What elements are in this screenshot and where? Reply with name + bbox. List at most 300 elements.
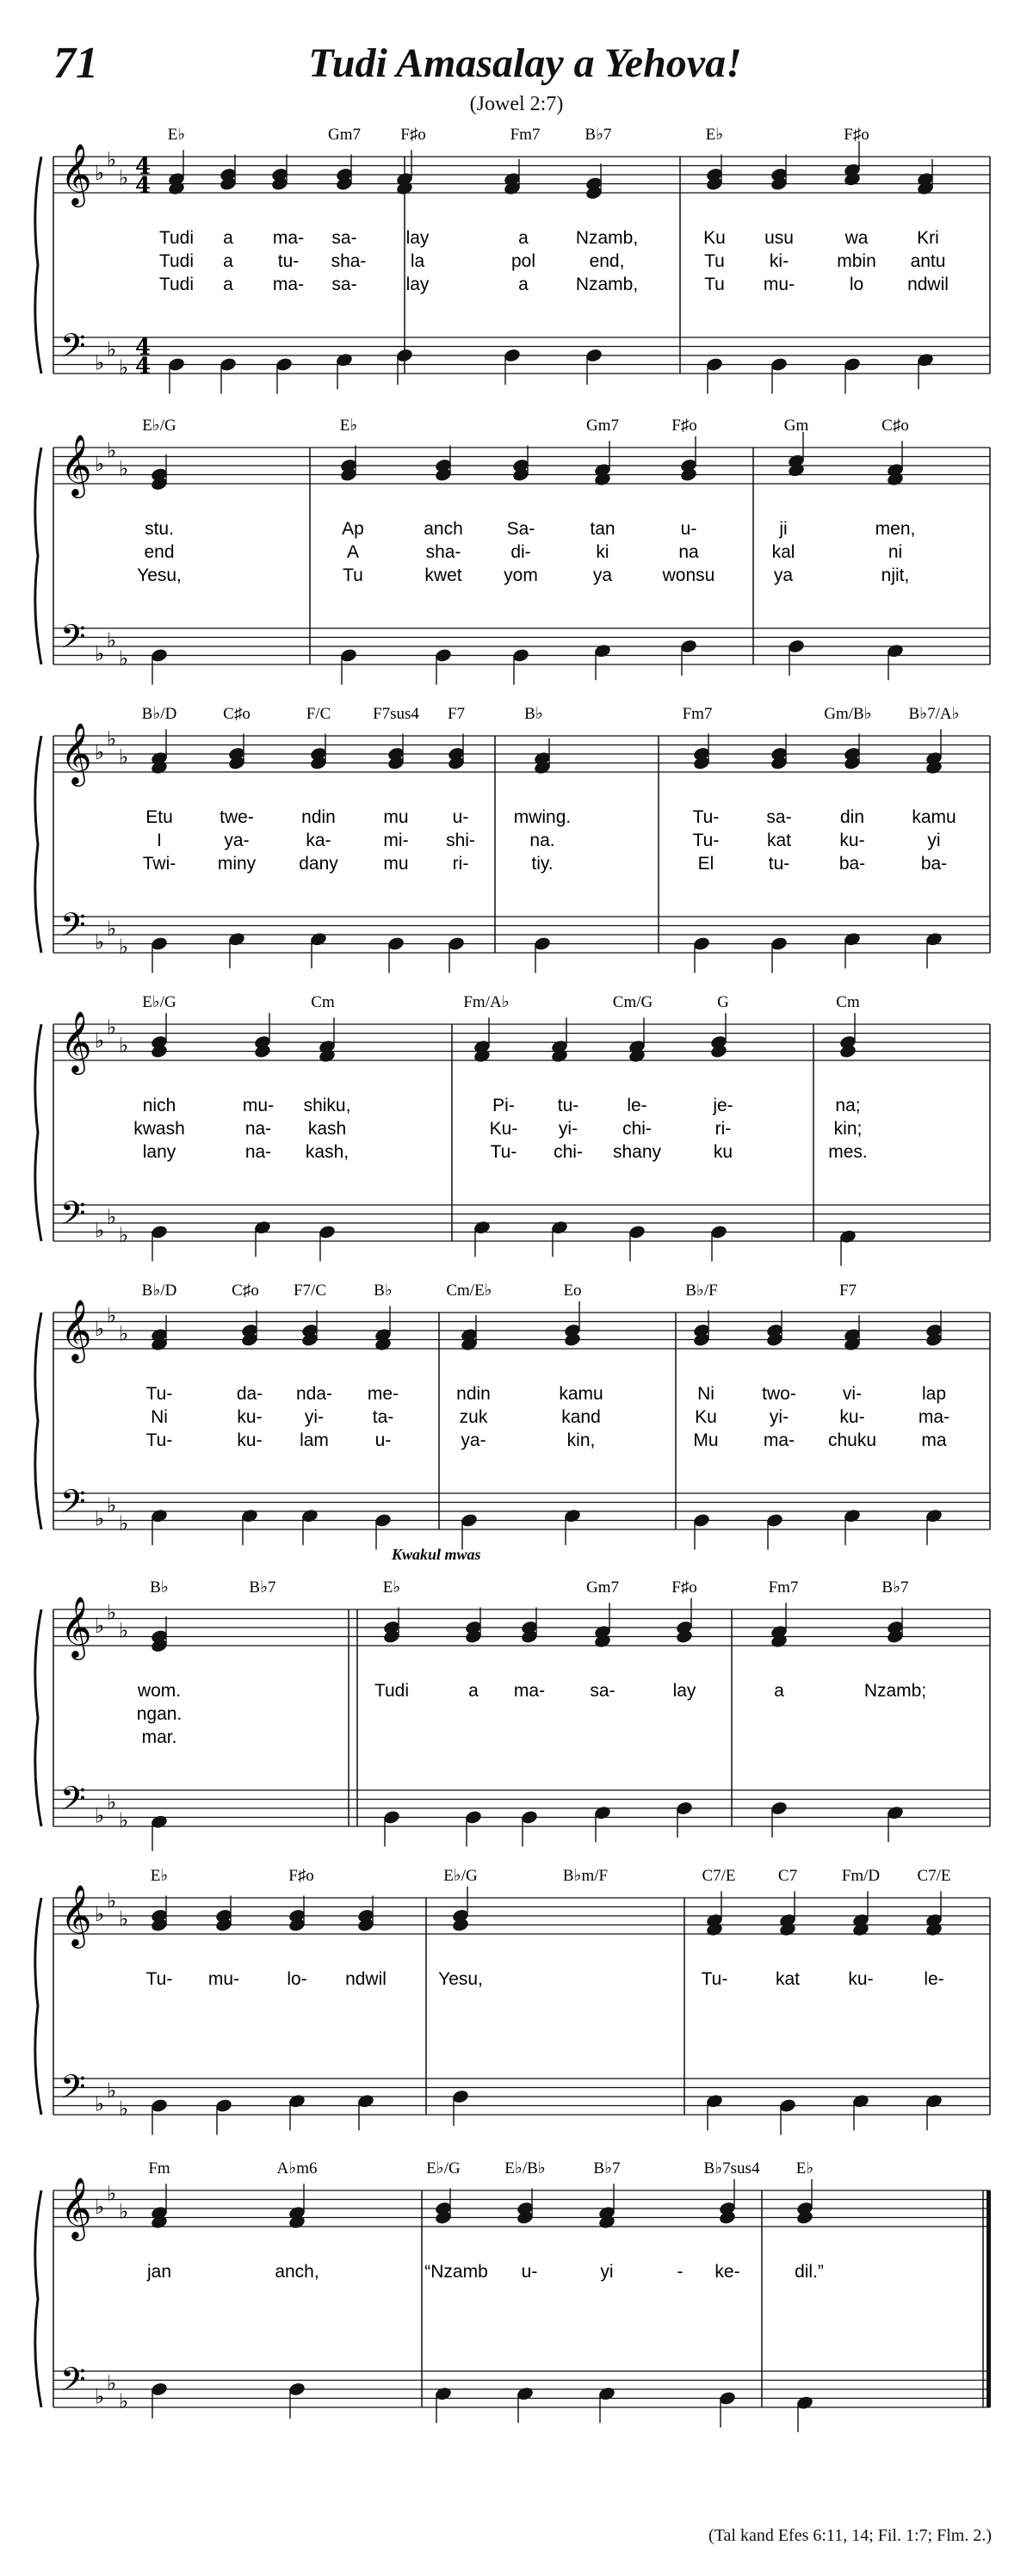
chord-symbol: Cm/E♭ (446, 1282, 492, 1300)
lyric-syllable: tu- (277, 251, 300, 271)
lyric-syllable: lay (672, 1681, 696, 1701)
lyric-syllable: tu- (557, 1096, 579, 1115)
lyric-syllable: u- (521, 2262, 538, 2282)
chord-symbol: C♯o (223, 705, 251, 723)
chord-symbol: B♭7 (593, 2159, 621, 2178)
lyric-syllable: Nzamb; (863, 1681, 927, 1701)
lyric-syllable: Tudi (374, 1681, 410, 1701)
lyric-syllable: ku- (839, 831, 865, 850)
lyric-syllable: ba- (920, 854, 948, 874)
bass-clef-icon: 𝄢 (60, 2360, 86, 2406)
lyric-syllable: Tu- (145, 1384, 173, 1404)
flat-icon: ♭ (95, 1614, 105, 1638)
bass-clef-icon: 𝄢 (60, 617, 86, 664)
lyric-syllable: mar. (141, 1727, 177, 1747)
chord-symbol: F/C (306, 705, 331, 723)
lyric-syllable: Nzamb, (575, 228, 639, 248)
flat-icon: ♭ (107, 1015, 117, 1040)
lyric-syllable: da- (236, 1384, 263, 1404)
lyric-syllable: usu (764, 228, 794, 248)
flat-icon: ♭ (119, 2388, 129, 2413)
flat-icon: ♭ (119, 2096, 129, 2121)
system-brace (35, 1024, 41, 1241)
lyric-syllable: Ni (697, 1384, 714, 1404)
lyric-syllable: sa- (766, 807, 792, 827)
treble-clef-icon: 𝄞 (60, 1010, 92, 1072)
song-title: Tudi Amasalay a Yehova! (308, 40, 742, 86)
flat-icon: ♭ (95, 1803, 105, 1828)
lyric-syllable: pol (510, 251, 536, 271)
lyric-syllable: A (346, 542, 360, 562)
treble-clef-icon: 𝄞 (60, 142, 92, 205)
lyric-syllable: Ku (703, 228, 726, 248)
final-barline-thick (987, 2190, 991, 2407)
flat-icon: ♭ (107, 2181, 117, 2206)
flat-icon: ♭ (95, 2195, 105, 2219)
lyric-syllable: yom (504, 565, 538, 585)
lyric-syllable: a (223, 251, 233, 271)
lyric-syllable: ngan. (136, 1704, 182, 1724)
chord-symbol: E♭/G (443, 1867, 478, 1885)
chord-symbol: Fm/A♭ (463, 993, 510, 1011)
lyric-syllable: sa- (331, 275, 357, 294)
treble-clef-icon: 𝄞 (60, 1298, 92, 1361)
lyric-syllable: mu (383, 854, 409, 874)
chord-symbol: F7 (838, 1282, 857, 1300)
lyric-syllable: stu. (145, 519, 174, 539)
chord-symbol: B♭ (374, 1282, 393, 1300)
lyric-syllable: Tudi (158, 228, 195, 248)
lyric-syllable: yi- (769, 1407, 789, 1427)
lyric-syllable: kin; (833, 1119, 863, 1139)
direction-text: Kwakul mwas (392, 1546, 481, 1563)
lyric-syllable: chi- (622, 1119, 652, 1139)
lyric-syllable: - (677, 2262, 684, 2282)
chord-symbol: Gm7 (328, 126, 361, 144)
lyric-syllable: a (518, 275, 529, 294)
bass-staff (53, 326, 990, 380)
lyric-syllable: Yesu, (137, 565, 182, 585)
lyric-syllable: ya (773, 565, 794, 585)
lyric-syllable: kash, (305, 1142, 349, 1162)
lyric-syllable: ma- (513, 1681, 546, 1701)
flat-icon: ♭ (107, 2370, 117, 2395)
lyric-syllable: miny (217, 854, 257, 874)
lyric-syllable: sa- (331, 228, 357, 248)
chord-symbol: B♭/D (141, 1282, 177, 1300)
bass-clef-icon: 𝄢 (60, 1482, 86, 1529)
chord-symbol: C7/E (702, 1867, 736, 1885)
lyric-syllable: Tu (343, 565, 363, 585)
chord-symbol: B♭ (150, 1578, 169, 1597)
lyric-syllable: mi- (383, 831, 409, 850)
system-brace (35, 2190, 41, 2407)
lyric-syllable: kwet (424, 565, 462, 585)
lyric-syllable: a (223, 228, 233, 248)
lyric-syllable: a (518, 228, 529, 248)
system-brace (35, 1313, 41, 1529)
chord-symbol: Cm (311, 993, 335, 1011)
lyric-syllable: ya (592, 565, 613, 585)
lyric-syllable: le- (924, 1969, 944, 1989)
chord-symbol: Gm (783, 417, 809, 435)
lyric-syllable: a (223, 275, 233, 294)
system-brace (35, 736, 41, 953)
lyric-syllable: ri- (452, 854, 469, 874)
lyric-syllable: mu- (242, 1096, 275, 1115)
chord-symbol: F7/C (293, 1282, 327, 1300)
chord-symbol: C♯o (881, 417, 909, 435)
flat-icon: ♭ (95, 641, 105, 666)
lyric-syllable: tan (590, 519, 615, 539)
lyric-syllable: chuku (827, 1430, 877, 1450)
lyric-syllable: Tu- (145, 1969, 173, 1989)
treble-clef-icon: 𝄞 (60, 1595, 92, 1658)
treble-clef-icon: 𝄞 (60, 433, 92, 496)
flat-icon: ♭ (119, 1321, 129, 1346)
flat-icon: ♭ (95, 930, 105, 954)
bass-clef-icon: 𝄢 (60, 1194, 86, 1240)
lyric-syllable: lo (849, 275, 864, 294)
lyric-syllable: antu (910, 251, 946, 271)
lyric-syllable: sa- (590, 1681, 615, 1701)
lyric-syllable: Tu (704, 275, 725, 294)
lyric-syllable: Tudi (158, 275, 195, 294)
chord-symbol: F♯o (671, 417, 697, 435)
flat-icon: ♭ (119, 1618, 129, 1643)
lyric-syllable: ma- (763, 1430, 795, 1450)
flat-icon: ♭ (119, 1510, 129, 1535)
lyric-syllable: Etu (145, 807, 173, 827)
lyric-syllable: u- (680, 519, 697, 539)
lyric-syllable: na; (835, 1096, 861, 1115)
lyric-syllable: ku- (839, 1407, 865, 1427)
lyric-syllable: a (774, 1681, 784, 1701)
chord-symbol: Fm (148, 2159, 170, 2178)
lyric-syllable: yi- (304, 1407, 325, 1427)
lyric-syllable: ya- (224, 831, 250, 850)
lyric-syllable: ji (779, 519, 788, 539)
chord-symbol: E♭ (705, 126, 724, 144)
flat-icon: ♭ (107, 1492, 117, 1517)
chord-symbol: E♭/G (142, 417, 176, 435)
system-brace (35, 448, 41, 664)
lyric-syllable: ma- (918, 1407, 950, 1427)
lyric-syllable: jan (146, 2262, 172, 2282)
lyric-syllable: mu- (207, 1969, 240, 1989)
lyric-syllable: Tu- (701, 1969, 728, 1989)
lyric-syllable: kin, (566, 1430, 596, 1450)
lyric-syllable: ni (888, 542, 903, 562)
chord-symbol: G (717, 993, 729, 1011)
lyric-syllable: mu (383, 807, 409, 827)
chord-symbol: F♯o (400, 126, 426, 144)
lyric-syllable: mu- (763, 275, 795, 294)
chord-symbol: E♭/B♭ (504, 2159, 546, 2178)
treble-clef-icon: 𝄞 (60, 2176, 92, 2239)
lyric-syllable: Tu- (490, 1142, 517, 1162)
chord-symbol: B♭7 (249, 1578, 276, 1597)
lyric-syllable: Ku- (489, 1119, 518, 1139)
system-brace (35, 157, 41, 374)
time-signature-bottom: 4 (135, 173, 152, 199)
flat-icon: ♭ (107, 147, 117, 172)
lyric-syllable: ndin (301, 807, 336, 827)
lyric-syllable: kal (771, 542, 795, 562)
flat-icon: ♭ (107, 627, 117, 652)
bass-clef-icon: 𝄢 (60, 905, 86, 952)
bass-staff (53, 2067, 990, 2121)
lyric-syllable: anch, (275, 2262, 319, 2282)
lyric-syllable: le- (627, 1096, 647, 1115)
time-signature-top: 4 (135, 335, 152, 361)
lyric-syllable: ba- (838, 854, 866, 874)
lyric-syllable: kand (561, 1407, 601, 1427)
lyric-syllable: shany (612, 1142, 662, 1162)
lyric-syllable: dil.” (795, 2262, 824, 2282)
flat-icon: ♭ (95, 452, 105, 476)
lyric-syllable: Ni (151, 1407, 168, 1427)
lyric-syllable: tu- (768, 854, 790, 874)
bass-clef-icon: 𝄢 (60, 1779, 86, 1825)
flat-icon: ♭ (119, 646, 129, 670)
flat-icon: ♭ (95, 1506, 105, 1531)
treble-staff (53, 1595, 990, 1660)
bass-staff (53, 905, 990, 959)
lyric-syllable: yi (927, 831, 941, 850)
chord-symbol: Cm/G (612, 993, 653, 1011)
chord-symbol: E♭/G (142, 993, 176, 1011)
bass-staff (53, 617, 990, 670)
bass-staff (53, 1482, 990, 1535)
lyric-syllable: Twi- (142, 854, 176, 874)
chord-symbol: Fm7 (682, 705, 713, 723)
flat-icon: ♭ (119, 456, 129, 481)
treble-staff (53, 1883, 990, 1949)
lyric-syllable: ma- (272, 228, 305, 248)
lyric-syllable: me- (367, 1384, 399, 1404)
flat-icon: ♭ (119, 744, 129, 769)
flat-icon: ♭ (119, 1807, 129, 1832)
lyric-syllable: end (144, 542, 175, 562)
lyric-syllable: Ku (695, 1407, 717, 1427)
chord-symbol: B♭m/F (562, 1867, 609, 1885)
chord-symbol: F♯o (671, 1578, 697, 1597)
lyric-syllable: na- (244, 1119, 272, 1139)
lyric-syllable: kat (766, 831, 792, 850)
lyric-syllable: sha- (425, 542, 461, 562)
system-brace (35, 1609, 41, 1826)
chord-symbol: Gm/B♭ (824, 705, 872, 723)
lyric-syllable: wom. (137, 1681, 182, 1701)
chord-symbol: C7 (777, 1867, 798, 1885)
lyric-syllable: ma (921, 1430, 947, 1450)
lyric-syllable: kash (307, 1119, 347, 1139)
flat-icon: ♭ (119, 2199, 129, 2224)
lyric-syllable: chi- (554, 1142, 583, 1162)
lyric-syllable: mbin (837, 251, 876, 271)
lyric-syllable: ta- (372, 1407, 394, 1427)
lyric-syllable: wa (844, 228, 869, 248)
lyric-syllable: ku- (237, 1430, 263, 1450)
chord-symbol: B♭/D (141, 705, 177, 723)
lyric-syllable: ku (713, 1142, 733, 1162)
lyric-syllable: wonsu (662, 565, 715, 585)
chord-symbol: Fm/D (841, 1867, 881, 1885)
lyric-syllable: mwing. (513, 807, 572, 827)
chord-symbol: Fm7 (510, 126, 541, 144)
lyric-syllable: Tu- (692, 807, 720, 827)
lyric-syllable: kwash (133, 1119, 185, 1139)
time-signature-bottom: 4 (135, 354, 152, 380)
flat-icon: ♭ (107, 2078, 117, 2103)
flat-icon: ♭ (95, 2091, 105, 2116)
chord-symbol: B♭7 (881, 1578, 909, 1597)
lyric-syllable: yi- (558, 1119, 578, 1139)
chord-symbol: A♭m6 (276, 2159, 318, 2178)
lyric-syllable: ndin (456, 1384, 491, 1404)
lyric-syllable: lo- (287, 1969, 307, 1989)
bass-staff (53, 2360, 990, 2413)
lyric-syllable: ki- (769, 251, 789, 271)
lyric-syllable: sha- (331, 251, 367, 271)
system-brace (35, 1898, 41, 2115)
chord-symbol: E♭ (150, 1867, 169, 1885)
flat-icon: ♭ (107, 1204, 117, 1229)
chord-symbol: E♭ (339, 417, 358, 435)
lyric-syllable: ya- (461, 1430, 486, 1450)
lyric-syllable: two- (762, 1384, 796, 1404)
flat-icon: ♭ (107, 1789, 117, 1814)
flat-icon: ♭ (95, 1218, 105, 1243)
lyric-syllable: kat (775, 1969, 801, 1989)
chord-symbol: E♭ (382, 1578, 401, 1597)
lyric-syllable: shi- (446, 831, 475, 850)
lyric-syllable: ku- (848, 1969, 874, 1989)
lyric-syllable: lay (405, 275, 430, 294)
chord-symbol: C7/E (917, 1867, 951, 1885)
lyric-syllable: lap (921, 1384, 947, 1404)
flat-icon: ♭ (119, 1222, 129, 1247)
chord-symbol: F♯o (288, 1867, 314, 1885)
lyric-syllable: twe- (220, 807, 254, 827)
flat-icon: ♭ (95, 350, 105, 375)
flat-icon: ♭ (95, 1902, 105, 1926)
flat-icon: ♭ (107, 1303, 117, 1328)
lyric-syllable: vi- (842, 1384, 863, 1404)
chord-symbol: B♭7sus4 (703, 2159, 760, 2178)
lyric-syllable: Tudi (158, 251, 195, 271)
chord-symbol: Eo (563, 1282, 582, 1300)
chord-symbol: B♭7/A♭ (908, 705, 960, 723)
lyric-syllable: ka- (306, 831, 331, 850)
lyric-syllable: ri- (714, 1119, 732, 1139)
flat-icon: ♭ (95, 161, 105, 185)
flat-icon: ♭ (119, 1906, 129, 1931)
song-number: 71 (53, 39, 98, 88)
lyric-syllable: ki (596, 542, 609, 562)
lyric-syllable: Pi- (492, 1096, 515, 1115)
lyric-syllable: je- (713, 1096, 733, 1115)
lyric-syllable: a (468, 1681, 479, 1701)
treble-clef-icon: 𝄞 (60, 721, 92, 784)
chord-symbol: Gm7 (586, 1578, 619, 1597)
chord-symbol: F♯o (844, 126, 869, 144)
lyric-syllable: tiy. (531, 854, 554, 874)
lyric-syllable: zuk (459, 1407, 488, 1427)
lyric-syllable: na (678, 542, 699, 562)
flat-icon: ♭ (119, 165, 129, 190)
lyric-syllable: na- (244, 1142, 272, 1162)
chord-symbol: Fm7 (768, 1578, 799, 1597)
lyric-syllable: din (839, 807, 865, 827)
lyric-syllable: ma- (272, 275, 305, 294)
flat-icon: ♭ (107, 726, 117, 751)
flat-icon: ♭ (95, 2384, 105, 2409)
bass-staff (53, 1779, 990, 1832)
lyric-syllable: Kri (917, 228, 939, 248)
lyric-syllable: Yesu, (438, 1969, 483, 1989)
lyric-syllable: “Nzamb (424, 2262, 488, 2282)
lyric-syllable: ndwil (345, 1969, 387, 1989)
chord-symbol: Cm (836, 993, 860, 1011)
lyric-syllable: shiku, (303, 1096, 351, 1115)
lyric-syllable: lany (142, 1142, 176, 1162)
lyric-syllable: di- (510, 542, 531, 562)
lyric-syllable: anch (424, 519, 463, 539)
lyric-syllable: dany (299, 854, 338, 874)
flat-icon: ♭ (95, 1317, 105, 1341)
lyric-syllable: mes. (828, 1142, 868, 1162)
bass-clef-icon: 𝄢 (60, 326, 86, 373)
bass-clef-icon: 𝄢 (60, 2067, 86, 2114)
chord-symbol: E♭ (795, 2159, 814, 2178)
lyric-syllable: ndwil (907, 275, 949, 294)
lyric-syllable: El (697, 854, 714, 874)
flat-icon: ♭ (119, 934, 129, 959)
lyric-syllable: Nzamb, (575, 275, 639, 294)
flat-icon: ♭ (107, 916, 117, 941)
lyric-syllable: njit, (881, 565, 910, 585)
footer-reference: (Tal kand Efes 6:11, 14; Fil. 1:7; Flm. 2.) (708, 2526, 992, 2545)
lyric-syllable: Mu (693, 1430, 719, 1450)
lyric-syllable: Tu- (692, 831, 720, 850)
lyric-syllable: u- (374, 1430, 392, 1450)
chord-symbol: F7 (447, 705, 466, 723)
lyric-syllable: end, (589, 251, 625, 271)
chord-symbol: Gm7 (586, 417, 619, 435)
lyric-syllable: nda- (295, 1384, 333, 1404)
time-signature-top: 4 (135, 154, 152, 180)
lyric-syllable: kamu (912, 807, 956, 827)
scripture-reference: (Jowel 2:7) (469, 93, 564, 115)
lyric-syllable: Sa- (506, 519, 535, 539)
flat-icon: ♭ (107, 337, 117, 361)
lyric-syllable: lay (405, 228, 430, 248)
lyric-syllable: Tu- (145, 1430, 173, 1450)
lyric-syllable: Tu (704, 251, 725, 271)
lyric-syllable: Ap (342, 519, 364, 539)
lyric-syllable: lam (300, 1430, 329, 1450)
lyric-syllable: men, (875, 519, 916, 539)
chord-symbol: B♭/F (685, 1282, 718, 1300)
lyric-syllable: yi (600, 2262, 614, 2282)
chord-symbol: B♭ (524, 705, 543, 723)
chord-symbol: F7sus4 (373, 705, 419, 723)
chord-symbol: B♭7 (585, 126, 612, 144)
lyric-syllable: na. (529, 831, 555, 850)
flat-icon: ♭ (119, 355, 129, 380)
